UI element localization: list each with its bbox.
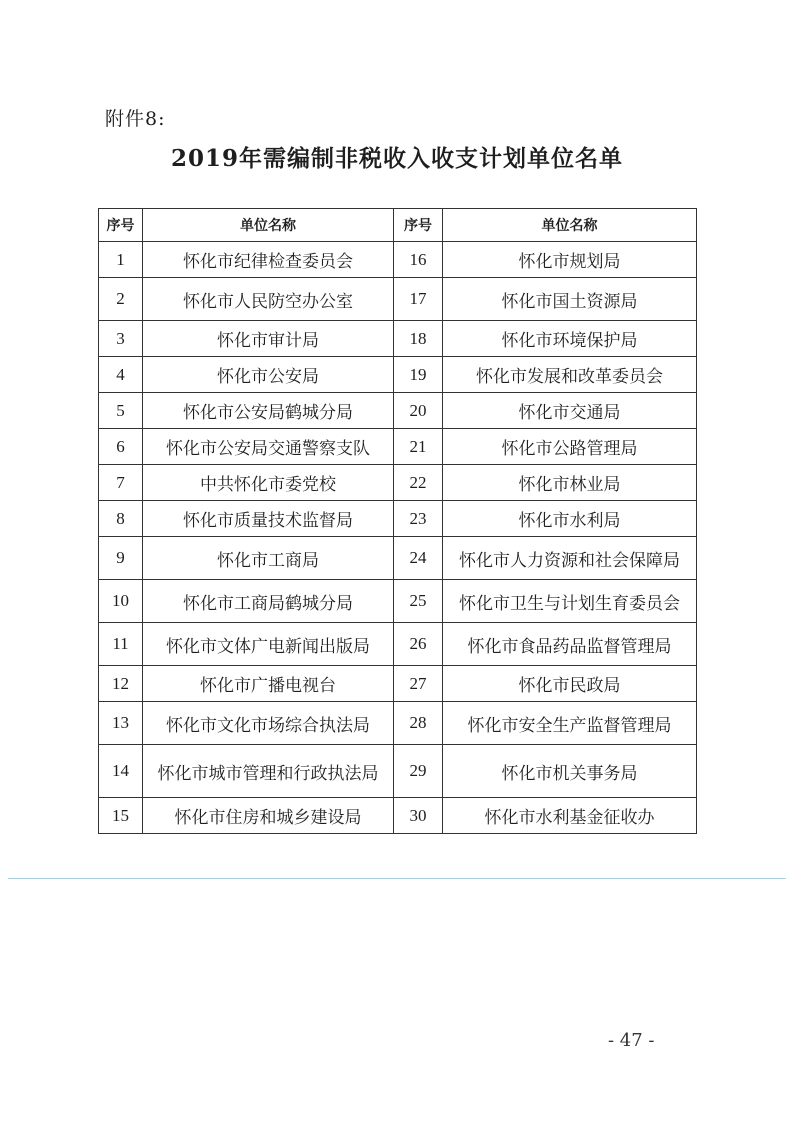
unit-name-cell: 怀化市人民防空办公室	[143, 278, 394, 321]
seq-cell: 29	[394, 745, 443, 798]
table-row	[99, 537, 697, 580]
unit-name-cell: 怀化市交通局	[443, 393, 697, 429]
unit-name-cell: 中共怀化市委党校	[143, 465, 394, 501]
unit-name-cell: 怀化市工商局	[143, 537, 394, 580]
header-seq-right: 序号	[394, 209, 443, 242]
unit-name-cell: 怀化市广播电视台	[143, 666, 394, 702]
header-name-left: 单位名称	[143, 209, 394, 242]
unit-name-cell: 怀化市质量技术监督局	[143, 501, 394, 537]
seq-cell: 2	[99, 278, 143, 321]
seq-cell: 28	[394, 702, 443, 745]
page-number: - 47 -	[608, 1030, 655, 1051]
attachment-label: 附件8:	[105, 108, 166, 130]
table-row	[99, 580, 697, 623]
unit-name-cell: 怀化市住房和城乡建设局	[143, 798, 394, 834]
seq-cell: 4	[99, 357, 143, 393]
table-row	[99, 666, 697, 702]
unit-name-cell: 怀化市城市管理和行政执法局	[143, 745, 394, 798]
unit-name-cell: 怀化市审计局	[143, 321, 394, 357]
table-row	[99, 798, 697, 834]
unit-name-cell: 怀化市民政局	[443, 666, 697, 702]
seq-cell: 12	[99, 666, 143, 702]
seq-cell: 9	[99, 537, 143, 580]
seq-cell: 21	[394, 429, 443, 465]
header-seq-left: 序号	[99, 209, 143, 242]
unit-name-cell: 怀化市纪律检查委员会	[143, 242, 394, 278]
unit-name-cell: 怀化市公安局交通警察支队	[143, 429, 394, 465]
table-row	[99, 393, 697, 429]
seq-cell: 26	[394, 623, 443, 666]
table-row	[99, 501, 697, 537]
seq-cell: 11	[99, 623, 143, 666]
seq-cell: 27	[394, 666, 443, 702]
seq-cell: 18	[394, 321, 443, 357]
unit-name-cell: 怀化市文化市场综合执法局	[143, 702, 394, 745]
unit-name-cell: 怀化市环境保护局	[443, 321, 697, 357]
unit-name-cell: 怀化市公安局	[143, 357, 394, 393]
seq-cell: 13	[99, 702, 143, 745]
document-title: 2019年需编制非税收入收支计划单位名单	[170, 145, 623, 172]
seq-cell: 3	[99, 321, 143, 357]
unit-name-cell: 怀化市食品药品监督管理局	[443, 623, 697, 666]
unit-name-cell: 怀化市公路管理局	[443, 429, 697, 465]
unit-name-cell: 怀化市安全生产监督管理局	[443, 702, 697, 745]
unit-name-cell: 怀化市公安局鹤城分局	[143, 393, 394, 429]
seq-cell: 7	[99, 465, 143, 501]
unit-name-cell: 怀化市卫生与计划生育委员会	[443, 580, 697, 623]
table-row	[99, 429, 697, 465]
seq-cell: 24	[394, 537, 443, 580]
unit-list-table	[98, 208, 697, 834]
table-row	[99, 623, 697, 666]
table-row	[99, 278, 697, 321]
seq-cell: 5	[99, 393, 143, 429]
seq-cell: 19	[394, 357, 443, 393]
footer-divider	[8, 878, 786, 879]
header-name-right: 单位名称	[443, 209, 697, 242]
unit-name-cell: 怀化市规划局	[443, 242, 697, 278]
seq-cell: 1	[99, 242, 143, 278]
unit-name-cell: 怀化市机关事务局	[443, 745, 697, 798]
table-row	[99, 745, 697, 798]
seq-cell: 8	[99, 501, 143, 537]
table-row	[99, 321, 697, 357]
unit-name-cell: 怀化市水利基金征收办	[443, 798, 697, 834]
unit-name-cell: 怀化市发展和改革委员会	[443, 357, 697, 393]
unit-name-cell: 怀化市工商局鹤城分局	[143, 580, 394, 623]
seq-cell: 6	[99, 429, 143, 465]
unit-name-cell: 怀化市文体广电新闻出版局	[143, 623, 394, 666]
seq-cell: 10	[99, 580, 143, 623]
seq-cell: 20	[394, 393, 443, 429]
seq-cell: 23	[394, 501, 443, 537]
unit-name-cell: 怀化市林业局	[443, 465, 697, 501]
table-row	[99, 465, 697, 501]
table-header-row	[99, 209, 697, 242]
table-row	[99, 702, 697, 745]
seq-cell: 15	[99, 798, 143, 834]
seq-cell: 14	[99, 745, 143, 798]
seq-cell: 25	[394, 580, 443, 623]
table-row	[99, 242, 697, 278]
seq-cell: 22	[394, 465, 443, 501]
seq-cell: 30	[394, 798, 443, 834]
table-row	[99, 357, 697, 393]
unit-name-cell: 怀化市水利局	[443, 501, 697, 537]
unit-name-cell: 怀化市国土资源局	[443, 278, 697, 321]
seq-cell: 16	[394, 242, 443, 278]
unit-name-cell: 怀化市人力资源和社会保障局	[443, 537, 697, 580]
seq-cell: 17	[394, 278, 443, 321]
